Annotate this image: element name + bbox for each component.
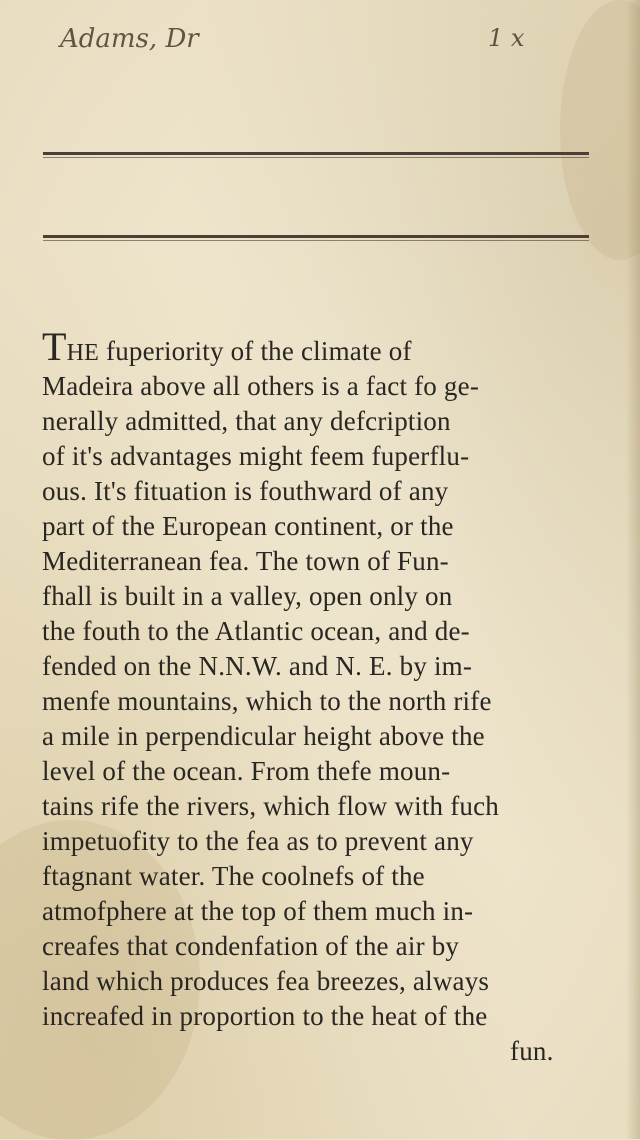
drop-cap: T	[42, 324, 67, 369]
top-rule	[43, 152, 589, 155]
text-line: part of the European continent, or the	[42, 511, 454, 541]
text-line: atmofphere at the top of them much in-	[42, 896, 474, 926]
text-line: of it's advantages might feem fuperflu-	[42, 441, 470, 471]
small-caps-word: HE	[66, 340, 100, 366]
text-line: Madeira above all others is a fact fo ge-	[42, 371, 480, 401]
text-line: impetuofity to the fea as to prevent any	[42, 826, 474, 856]
top-rule-thin	[43, 157, 589, 158]
second-rule-thin	[43, 240, 589, 241]
text-line: nerally admitted, that any defcription	[42, 406, 451, 436]
text-line: fhall is built in a valley, open only on	[42, 581, 453, 611]
handwritten-annotation-left: Adams, Dr	[60, 24, 199, 54]
text-line: creafes that condenfation of the air by	[42, 931, 460, 961]
text-line: ftagnant water. The coolnefs of the	[42, 861, 425, 891]
page-edge	[626, 0, 640, 1139]
text-line: tains rife the rivers, which flow with fuch	[42, 791, 499, 821]
text-line: level of the ocean. From thefe moun-	[42, 756, 451, 786]
line-text: fuperiority of the climate of	[99, 336, 412, 366]
text-line: a mile in perpendicular height above the	[42, 721, 485, 751]
text-line: fended on the N.N.W. and N. E. by im-	[42, 651, 473, 681]
text-line: the fouth to the Atlantic ocean, and de-	[42, 616, 470, 646]
text-line: ous. It's fituation is fouthward of any	[42, 476, 449, 506]
text-line: fun.	[510, 1036, 554, 1066]
text-line: increafed in proportion to the heat of the	[42, 1001, 488, 1031]
handwritten-annotation-right: 1 x	[488, 24, 525, 52]
second-rule	[43, 235, 589, 238]
text-line: Mediterranean fea. The town of Fun-	[42, 546, 449, 576]
text-line-1	[42, 324, 412, 370]
text-line: menfe mountains, which to the north rife	[42, 686, 492, 716]
text-line: land which produces fea breezes, always	[42, 966, 490, 996]
